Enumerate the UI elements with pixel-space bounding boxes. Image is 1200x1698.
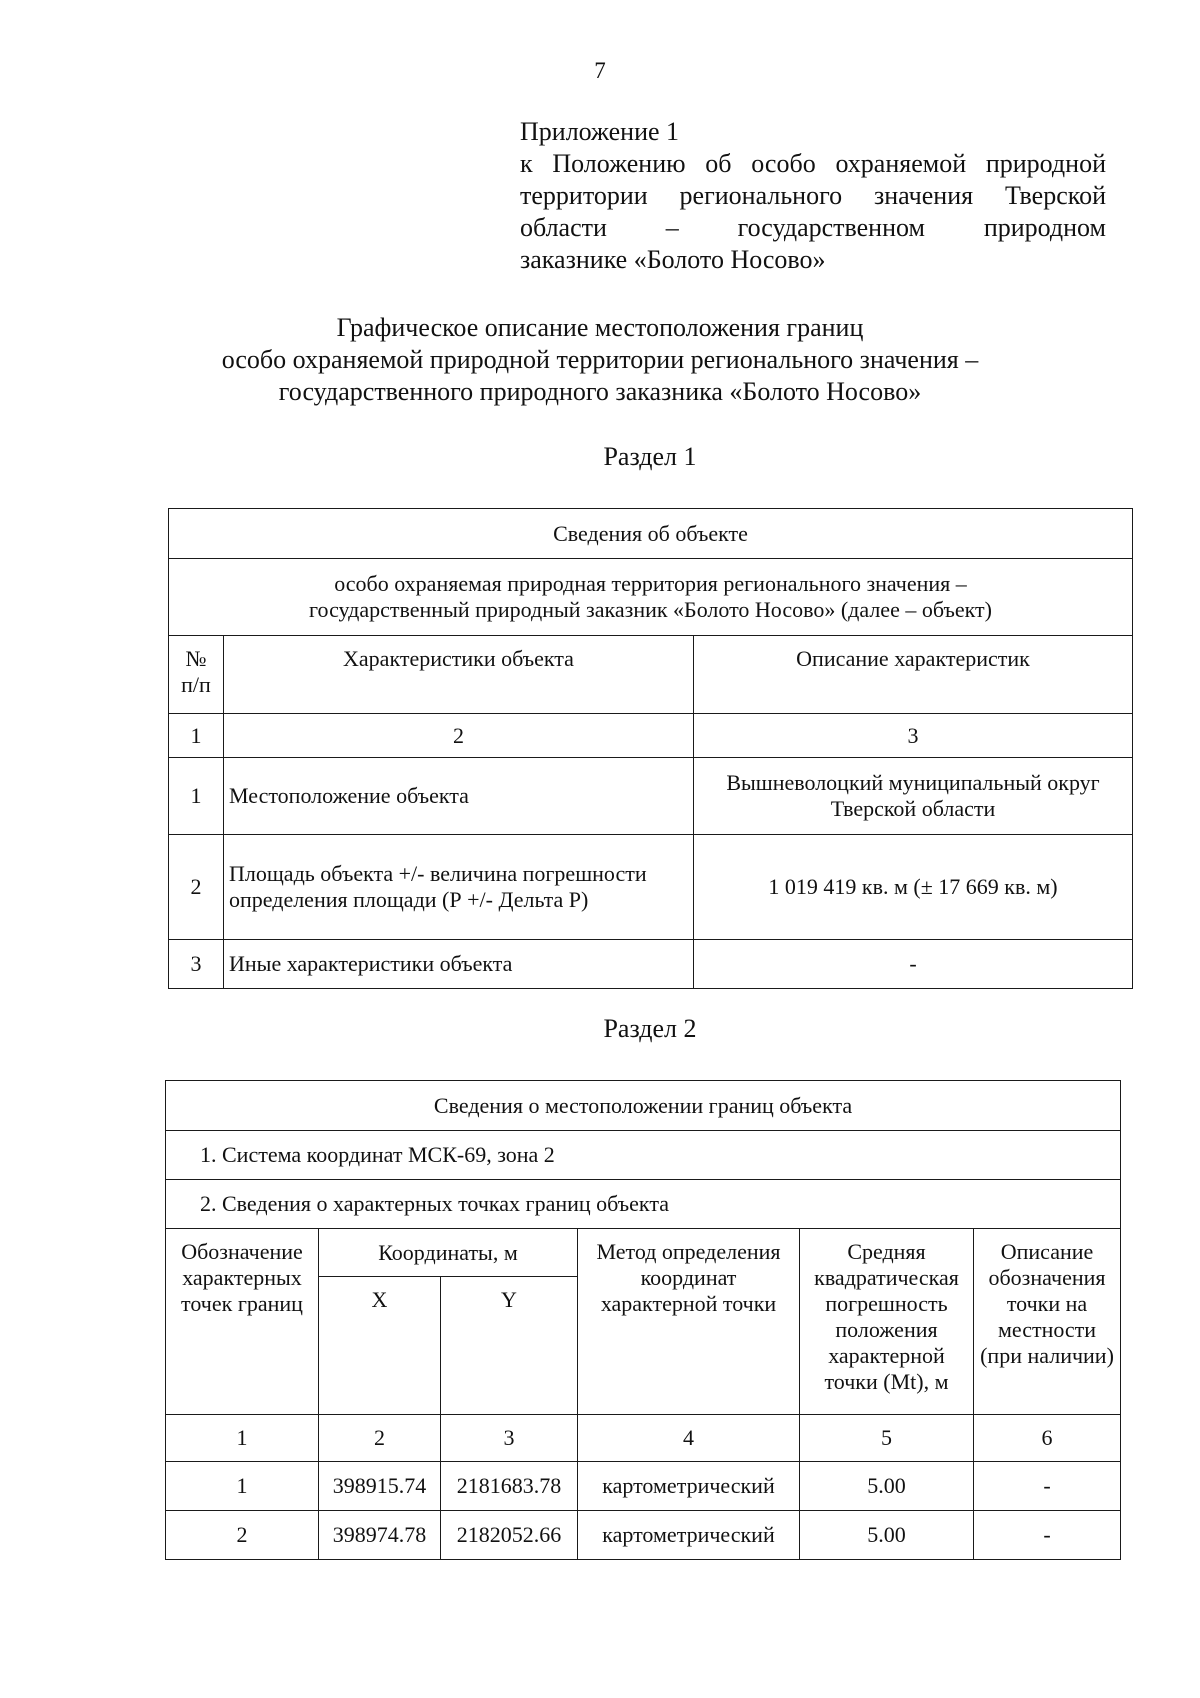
table-row [169, 940, 1133, 989]
title-line: особо охраняемой природной территории регионального значения – [221, 345, 979, 374]
table-title: Сведения об объекте [169, 509, 1133, 559]
row-characteristic: Местоположение объекта [224, 758, 694, 835]
point-id: 2 [166, 1511, 319, 1560]
column-number: 2 [224, 714, 694, 758]
point-description: - [974, 1462, 1121, 1511]
point-error: 5.00 [800, 1462, 974, 1511]
section-1-heading: Раздел 1 [603, 442, 697, 471]
header-coordinates: Координаты, м [319, 1229, 578, 1277]
page-number: 7 [594, 58, 606, 83]
column-number: 5 [800, 1415, 974, 1462]
table-row [166, 1511, 1121, 1560]
document-title [150, 312, 1050, 408]
row-characteristic: Иные характеристики объекта [224, 940, 694, 989]
point-method: картометрический [578, 1511, 800, 1560]
row-description: 1 019 419 кв. м (± 17 669 кв. м) [694, 835, 1133, 940]
header-x: X [319, 1277, 441, 1415]
header-error: Средняя квадратическая погрешность положения характерной точки (Mt), м [800, 1229, 974, 1415]
point-method: картометрический [578, 1462, 800, 1511]
table-row [166, 1462, 1121, 1511]
appendix-line: заказнике «Болото Носово» [520, 245, 826, 274]
row-description: - [694, 940, 1133, 989]
point-y: 2182052.66 [441, 1511, 578, 1560]
appendix-block [520, 116, 1106, 276]
column-number: 1 [166, 1415, 319, 1462]
section-2-heading: Раздел 2 [603, 1014, 697, 1043]
column-number: 2 [319, 1415, 441, 1462]
point-y: 2181683.78 [441, 1462, 578, 1511]
object-info-table [168, 508, 1133, 989]
point-description: - [974, 1511, 1121, 1560]
header-description: Описание характеристик [694, 636, 1133, 714]
coordinate-system-line: 1. Система координат МСК-69, зона 2 [166, 1131, 1121, 1180]
appendix-line: области – государственном природном [520, 213, 1106, 242]
point-id: 1 [166, 1462, 319, 1511]
header-y: Y [441, 1277, 578, 1415]
boundary-points-table [165, 1080, 1121, 1560]
object-name-line: государственный природный заказник «Болото Носово» (далее – объект) [309, 597, 992, 622]
points-info-line: 2. Сведения о характерных точках границ объекта [166, 1180, 1121, 1229]
table-row [169, 758, 1133, 835]
table-row [169, 835, 1133, 940]
header-designation: Обозначение характерных точек границ [166, 1229, 319, 1415]
object-name-line: особо охраняемая природная территория регионального значения – [334, 571, 967, 596]
row-num: 2 [169, 835, 224, 940]
row-description: Вышневолоцкий муниципальный округ Тверской области [694, 758, 1133, 835]
appendix-line: к Положению об особо охраняемой природной [520, 149, 1106, 178]
header-method: Метод определения координат характерной точки [578, 1229, 800, 1415]
point-x: 398974.78 [319, 1511, 441, 1560]
column-number: 3 [441, 1415, 578, 1462]
column-number: 3 [694, 714, 1133, 758]
column-number: 6 [974, 1415, 1121, 1462]
header-num: № п/п [169, 636, 224, 714]
column-number: 4 [578, 1415, 800, 1462]
column-number: 1 [169, 714, 224, 758]
row-num: 1 [169, 758, 224, 835]
row-characteristic: Площадь объекта +/- величина погрешности определения площади (Р +/- Дельта Р) [224, 835, 694, 940]
header-characteristic: Характеристики объекта [224, 636, 694, 714]
point-error: 5.00 [800, 1511, 974, 1560]
row-num: 3 [169, 940, 224, 989]
table-title: Сведения о местоположении границ объекта [166, 1081, 1121, 1131]
object-name-cell [169, 559, 1133, 636]
appendix-line: Приложение 1 [520, 117, 680, 146]
appendix-line: территории регионального значения Тверской [520, 181, 1106, 210]
title-line: государственного природного заказника «Болото Носово» [278, 377, 922, 406]
title-line: Графическое описание местоположения границ [336, 313, 864, 342]
point-x: 398915.74 [319, 1462, 441, 1511]
header-point-description: Описание обозначения точки на местности (при наличии) [974, 1229, 1121, 1415]
